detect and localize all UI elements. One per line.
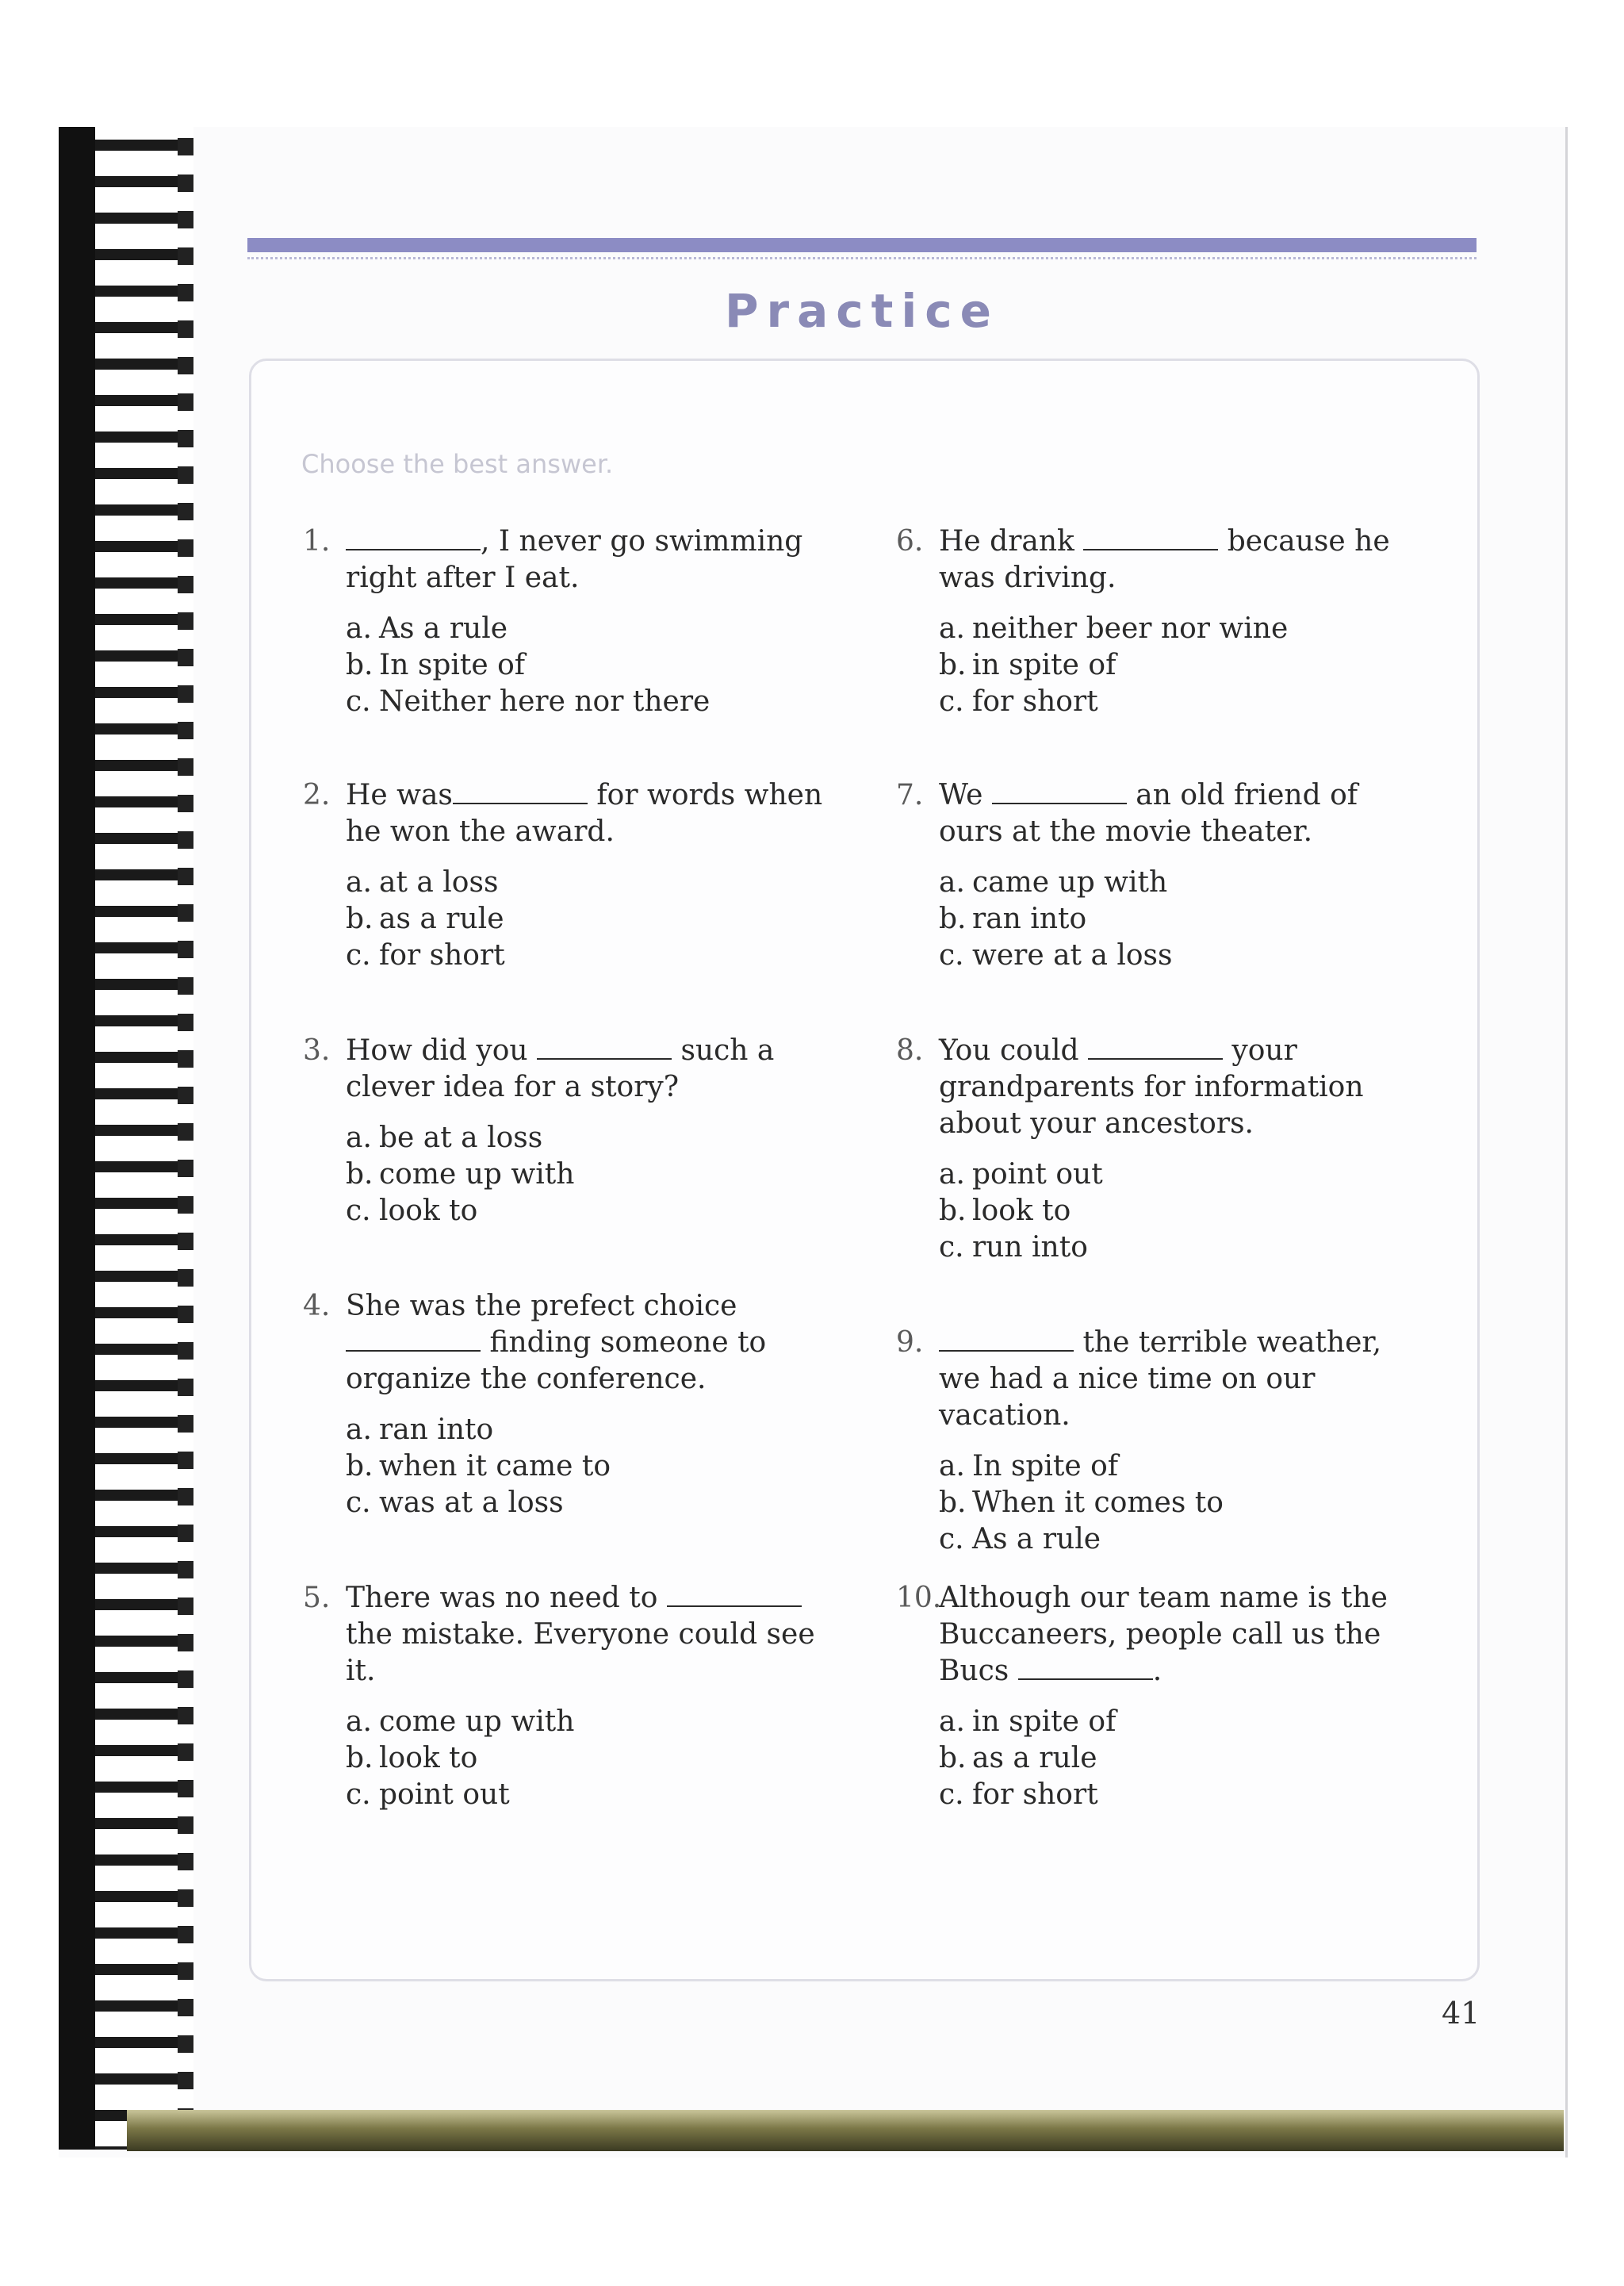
option-c[interactable]: c. were at a loss <box>939 939 1173 972</box>
question-number: 4. <box>303 1290 331 1322</box>
options-list <box>896 611 1419 720</box>
option-b[interactable]: b. ran into <box>939 903 1087 935</box>
option-c[interactable]: c. look to <box>346 1195 478 1227</box>
answer-blank <box>939 1326 1074 1352</box>
answer-blank <box>346 1326 481 1352</box>
question-1 <box>303 524 826 720</box>
option-b[interactable]: b. in spite of <box>939 649 1116 681</box>
question-text: the terrible weather, we had a nice time on our vacation. <box>939 1326 1382 1432</box>
question-text: You could your grandparents for information about your ancestors. <box>939 1034 1364 1140</box>
answer-blank <box>537 1034 672 1060</box>
question-number: 7. <box>896 779 924 811</box>
question-number: 8. <box>896 1034 924 1067</box>
option-b[interactable]: b. In spite of <box>346 649 526 681</box>
page-bottom-edge <box>127 2110 1564 2151</box>
answer-blank <box>992 779 1127 804</box>
option-a[interactable]: a. In spite of <box>939 1450 1119 1482</box>
answer-blank <box>1018 1655 1153 1680</box>
option-c[interactable]: c. As a rule <box>939 1523 1101 1555</box>
options-list <box>303 1120 826 1229</box>
question-number: 6. <box>896 525 924 558</box>
option-a[interactable]: a. at a loss <box>346 866 499 899</box>
option-a[interactable]: a. come up with <box>346 1705 575 1738</box>
option-c[interactable]: c. was at a loss <box>346 1486 564 1519</box>
answer-blank <box>346 525 481 550</box>
option-a[interactable]: a. point out <box>939 1158 1103 1191</box>
option-a[interactable]: a. in spite of <box>939 1705 1116 1738</box>
question-4 <box>303 1288 826 1521</box>
question-number: 1. <box>303 525 331 558</box>
option-b[interactable]: b. When it comes to <box>939 1486 1224 1519</box>
question-6 <box>896 524 1419 720</box>
option-c[interactable]: c. point out <box>346 1778 510 1811</box>
options-list <box>303 865 826 974</box>
question-3 <box>303 1033 826 1229</box>
page-title: Practice <box>725 284 999 338</box>
question-number: 9. <box>896 1326 924 1359</box>
option-a[interactable]: a. be at a loss <box>346 1122 543 1154</box>
answer-blank <box>453 779 588 804</box>
option-a[interactable]: a. As a rule <box>346 612 508 645</box>
options-list <box>303 1412 826 1521</box>
question-5 <box>303 1580 826 1813</box>
option-c[interactable]: c. for short <box>346 939 505 972</box>
options-list <box>896 865 1419 974</box>
answer-blank <box>667 1582 802 1607</box>
option-c[interactable]: c. for short <box>939 1778 1098 1811</box>
instruction-text: Choose the best answer. <box>301 449 614 479</box>
option-b[interactable]: b. as a rule <box>939 1742 1097 1774</box>
question-8 <box>896 1033 1419 1266</box>
option-b[interactable]: b. when it came to <box>346 1450 611 1482</box>
question-text: , I never go swimming right after I eat. <box>346 525 803 594</box>
question-text: He was for words when he won the award. <box>346 779 823 848</box>
options-list <box>303 611 826 720</box>
option-b[interactable]: b. look to <box>939 1195 1071 1227</box>
question-text: She was the prefect choice finding someone to organize the conference. <box>346 1290 767 1395</box>
question-number: 3. <box>303 1034 331 1067</box>
option-c[interactable]: c. Neither here nor there <box>346 685 710 718</box>
option-c[interactable]: c. run into <box>939 1231 1088 1264</box>
question-10 <box>896 1580 1419 1813</box>
option-b[interactable]: b. as a rule <box>346 903 504 935</box>
header-bar <box>247 238 1477 252</box>
page-number: 41 <box>1442 1996 1480 2031</box>
options-list <box>303 1704 826 1813</box>
answer-blank <box>1088 1034 1223 1060</box>
option-b[interactable]: b. look to <box>346 1742 478 1774</box>
question-text: How did you such a clever idea for a story? <box>346 1034 775 1103</box>
header-divider <box>247 257 1477 259</box>
spiral-binding <box>59 127 193 2150</box>
options-list <box>896 1156 1419 1266</box>
question-number: 10. <box>896 1582 942 1614</box>
question-text: We an old friend of ours at the movie theater. <box>939 779 1358 848</box>
question-number: 5. <box>303 1582 331 1614</box>
question-text: Although our team name is the Buccaneers, people call us the Bucs . <box>939 1582 1388 1687</box>
option-a[interactable]: a. neither beer nor wine <box>939 612 1289 645</box>
options-list <box>896 1448 1419 1558</box>
question-text: There was no need to the mistake. Everyone could see it. <box>346 1582 815 1687</box>
option-a[interactable]: a. ran into <box>346 1413 494 1446</box>
question-7 <box>896 777 1419 974</box>
options-list <box>896 1704 1419 1813</box>
option-b[interactable]: b. come up with <box>346 1158 575 1191</box>
question-9 <box>896 1325 1419 1558</box>
question-text: He drank because he was driving. <box>939 525 1390 594</box>
option-c[interactable]: c. for short <box>939 685 1098 718</box>
option-a[interactable]: a. came up with <box>939 866 1168 899</box>
question-2 <box>303 777 826 974</box>
answer-blank <box>1083 525 1218 550</box>
question-number: 2. <box>303 779 331 811</box>
